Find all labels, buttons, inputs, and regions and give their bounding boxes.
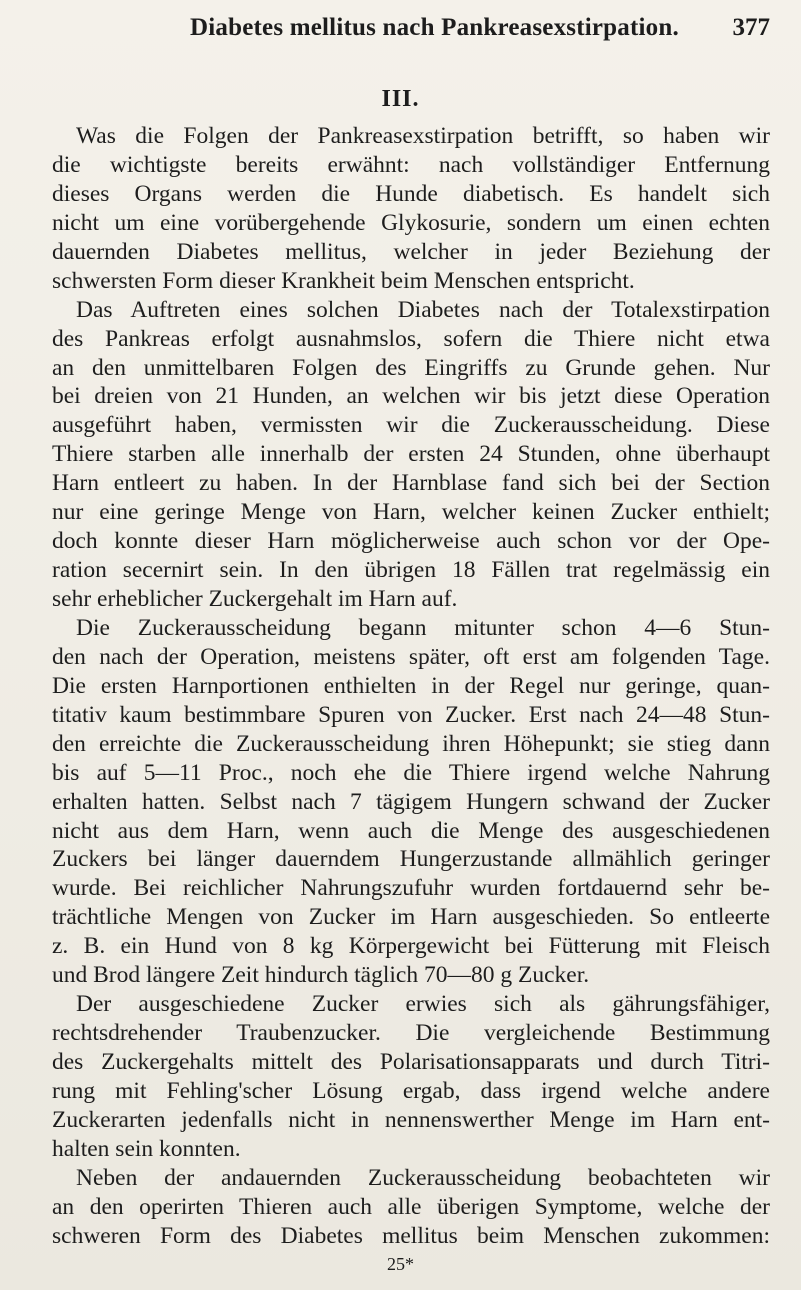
text-line: trächtliche Mengen von Zucker im Harn ausgeschieden. So entleerte <box>52 904 770 931</box>
text-line: und Brod längere Zeit hindurch täglich 70—80 g Zucker. <box>52 962 590 989</box>
text-line: ration secernirt sein. In den übrigen 18 Fällen trat regelmässig ein <box>52 557 770 584</box>
text-line: an den operirten Thieren auch alle überigen Symptome, welche der <box>52 1193 770 1220</box>
running-head <box>190 14 770 50</box>
text-line: rung mit Fehling'scher Lösung ergab, dass irgend welche andere <box>52 1077 770 1104</box>
text-line: Zuckerarten jedenfalls nicht in nennenswerther Menge im Harn ent- <box>52 1106 770 1133</box>
text-line: sehr erheblicher Zuckergehalt im Harn auf. <box>52 586 458 612</box>
text-line: Thiere starben alle innerhalb der ersten 24 Stunden, ohne überhaupt <box>52 441 770 468</box>
text-line: Die Zuckerausscheidung begann mitunter schon 4—6 Stun- <box>76 614 770 641</box>
text-line: den erreichte die Zuckerausscheidung ihren Höhepunkt; sie stieg dann <box>52 730 770 757</box>
section-heading: III. <box>381 86 420 112</box>
text-line: dieses Organs werden die Hunde diabetisch. Es handelt sich <box>52 180 770 207</box>
text-line: titativ kaum bestimmbare Spuren von Zucker. Erst nach 24—48 Stun- <box>52 701 770 728</box>
text-line: dauernden Diabetes mellitus, welcher in jeder Beziehung der <box>52 238 770 265</box>
text-line: nicht aus dem Harn, wenn auch die Menge des ausgeschiedenen <box>52 817 770 844</box>
text-line: erhalten hatten. Selbst nach 7 tägigem Hungern schwand der Zucker <box>52 788 770 815</box>
signature-mark: 25* <box>387 1254 414 1274</box>
page-number: 377 <box>732 14 770 41</box>
text-line: schwersten Form dieser Krankheit beim Menschen entspricht. <box>52 267 635 294</box>
body-text <box>52 122 770 1251</box>
text-line: schweren Form des Diabetes mellitus beim Menschen zukommen: <box>52 1222 770 1249</box>
text-line: ausgeführt haben, vermissten wir die Zuckerausscheidung. Diese <box>52 412 770 439</box>
text-line: Was die Folgen der Pankreasexstirpation betrifft, so haben wir <box>76 123 770 149</box>
text-line: den nach der Operation, meistens später, oft erst am folgenden Tage. <box>52 643 770 670</box>
text-line: die wichtigste bereits erwähnt: nach vollständiger Entfernung <box>52 151 770 178</box>
text-line: Der ausgeschiedene Zucker erwies sich als gährungsfähiger, <box>76 991 770 1018</box>
text-line: Zuckers bei länger dauerndem Hungerzustande allmählich geringer <box>52 846 770 873</box>
text-line: nur eine geringe Menge von Harn, welcher keinen Zucker enthielt; <box>52 499 770 526</box>
text-line: bis auf 5—11 Proc., noch ehe die Thiere irgend welche Nahrung <box>52 759 770 786</box>
text-line: an den unmittelbaren Folgen des Eingriffs zu Grunde gehen. Nur <box>52 354 770 381</box>
text-line: des Zuckergehalts mittelt des Polarisationsapparats und durch Titri- <box>52 1049 770 1075</box>
text-line: halten sein konnten. <box>52 1135 241 1162</box>
text-line: Das Auftreten eines solchen Diabetes nach der Totalexstirpation <box>76 296 770 323</box>
text-line: Neben der andauernden Zuckerausscheidung beobachteten wir <box>76 1164 770 1191</box>
text-line: Die ersten Harnportionen enthielten in der Regel nur geringe, quan- <box>52 672 770 699</box>
text-line: bei dreien von 21 Hunden, an welchen wir bis jetzt diese Operation <box>52 383 770 410</box>
text-line: des Pankreas erfolgt ausnahmslos, sofern die Thiere nicht etwa <box>52 325 770 352</box>
running-title: Diabetes mellitus nach Pankreasexstirpation. <box>190 14 679 41</box>
text-line: rechtsdrehender Traubenzucker. Die vergleichende Bestimmung <box>52 1020 770 1047</box>
text-line: doch konnte dieser Harn möglicherweise auch schon vor der Ope- <box>52 528 770 555</box>
text-line: z. B. ein Hund von 8 kg Körpergewicht bei Fütterung mit Fleisch <box>52 933 770 960</box>
text-line: nicht um eine vorübergehende Glykosurie, sondern um einen echten <box>52 209 770 236</box>
text-line: Harn entleert zu haben. In der Harnblase fand sich bei der Section <box>52 470 770 497</box>
text-line: wurde. Bei reichlicher Nahrungszufuhr wurden fortdauernd sehr be- <box>52 875 770 902</box>
